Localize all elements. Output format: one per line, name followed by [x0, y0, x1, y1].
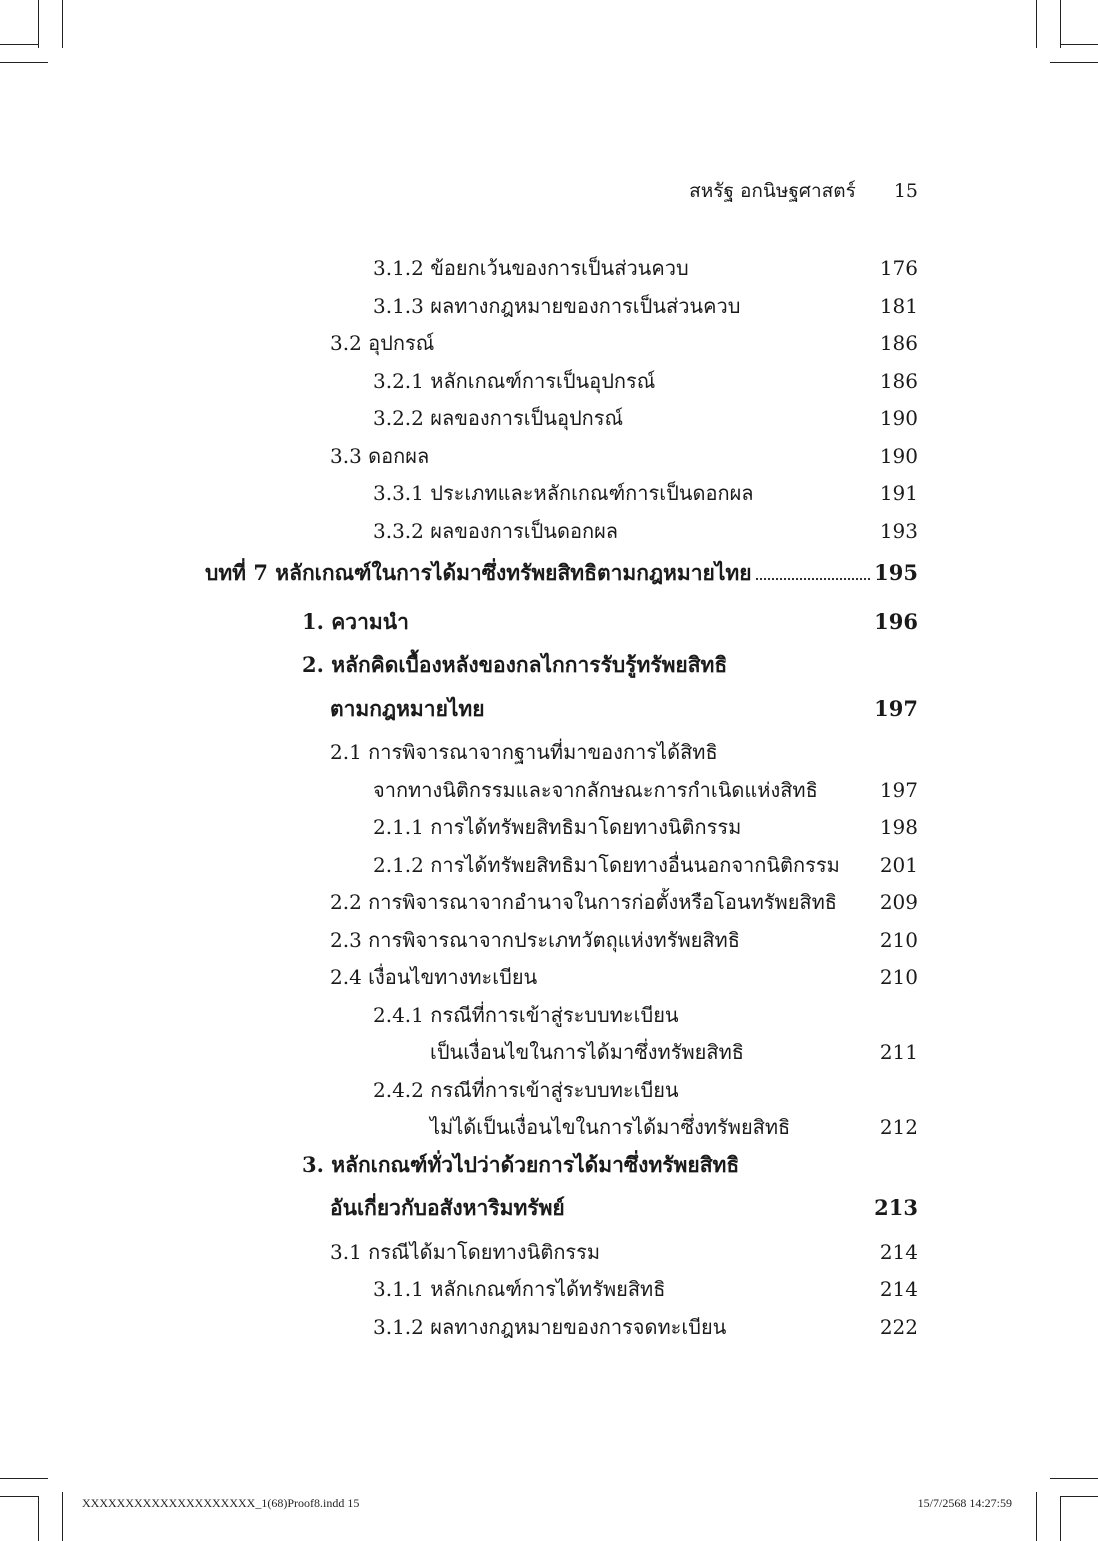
toc-entry-label: 3.1.3 ผลทางกฎหมายของการเป็นส่วนควบ: [373, 294, 741, 318]
toc-entry-page: 196: [874, 609, 918, 634]
toc-entry: [330, 738, 918, 766]
toc-entry-page: 212: [879, 1115, 918, 1139]
toc-entry: [330, 1238, 918, 1266]
toc-entry-label: 2.1 การพิจารณาจากฐานที่มาของการได้สิทธิ: [330, 740, 718, 764]
dot-leader: [756, 577, 871, 580]
toc-entry: [330, 926, 918, 954]
toc-entry: [373, 1313, 918, 1341]
toc-entry-label: 3.2 อุปกรณ์: [330, 331, 435, 355]
toc-entry-page: 197: [874, 696, 918, 721]
toc-entry-page: 198: [879, 815, 918, 839]
toc-entry-label: บทที่ 7 หลักเกณฑ์ในการได้มาซึ่งทรัพยสิทธิตามกฎหมายไทย: [205, 560, 752, 585]
toc-entry: [373, 1001, 918, 1029]
crop-mark: [1060, 44, 1098, 45]
crop-mark: [38, 1496, 39, 1541]
toc-entry-label: 3. หลักเกณฑ์ทั่วไปว่าด้วยการได้มาซึ่งทรัพยสิทธิ: [302, 1152, 740, 1177]
toc-entry-label: ไม่ได้เป็นเงื่อนไขในการได้มาซึ่งทรัพยสิทธิ: [430, 1115, 791, 1139]
toc-entry: [373, 404, 918, 432]
toc-entry: [430, 1113, 918, 1141]
toc-entry-page: 193: [879, 519, 918, 543]
crop-mark: [1060, 0, 1061, 48]
toc-entry-label: 2.1.2 การได้ทรัพยสิทธิมาโดยทางอื่นนอกจากนิติกรรม: [373, 853, 840, 877]
toc-entry-label: 2.4.1 กรณีที่การเข้าสู่ระบบทะเบียน: [373, 1003, 679, 1027]
page-number: 15: [893, 180, 918, 202]
toc-section-entry: [330, 695, 918, 723]
toc-entry-label: 1. ความนำ: [302, 609, 409, 634]
toc-entry: [373, 776, 918, 804]
toc-entry-page: 210: [879, 965, 918, 989]
crop-mark: [0, 62, 48, 63]
toc-section-entry: [302, 651, 918, 679]
toc-entry-page: 214: [879, 1240, 918, 1264]
toc-entry-page: 211: [879, 1040, 918, 1064]
toc-entry: [373, 292, 918, 320]
toc-section-entry: [330, 1194, 918, 1222]
toc-entry-page: 186: [879, 331, 918, 355]
toc-section-entry: [302, 1151, 918, 1179]
toc-entry-label: 2. หลักคิดเบื้องหลังของกลไกการรับรู้ทรัพยสิทธิ: [302, 652, 728, 677]
toc-entry-label: เป็นเงื่อนไขในการได้มาซึ่งทรัพยสิทธิ: [430, 1040, 744, 1064]
toc-entry-label: 2.2 การพิจารณาจากอำนาจในการก่อตั้งหรือโอนทรัพยสิทธิ: [330, 890, 838, 914]
toc-entry-label: อันเกี่ยวกับอสังหาริมทรัพย์: [330, 1195, 565, 1220]
toc-entry-page: 209: [879, 890, 918, 914]
running-head-author: สหรัฐ อกนิษฐศาสตร์: [689, 180, 856, 202]
toc-entry-page: 186: [879, 369, 918, 393]
toc-entry-label: 2.1.1 การได้ทรัพยสิทธิมาโดยทางนิติกรรม: [373, 815, 742, 839]
toc-entry: [330, 329, 918, 357]
crop-mark: [62, 0, 63, 48]
toc-entry: [373, 1275, 918, 1303]
toc-entry-label: 3.1.1 หลักเกณฑ์การได้ทรัพยสิทธิ: [373, 1277, 666, 1301]
running-head: [689, 176, 918, 206]
toc-entry: [373, 1076, 918, 1104]
toc-entry-label: 3.2.1 หลักเกณฑ์การเป็นอุปกรณ์: [373, 369, 656, 393]
toc-entry-label: 2.3 การพิจารณาจากประเภทวัตถุแห่งทรัพยสิทธิ: [330, 928, 740, 952]
toc-entry: [373, 479, 918, 507]
toc-entry-page: 190: [879, 406, 918, 430]
toc-entry: [430, 1038, 918, 1066]
crop-mark: [0, 1478, 48, 1479]
crop-mark: [1050, 62, 1098, 63]
toc-entry-label: 2.4.2 กรณีที่การเข้าสู่ระบบทะเบียน: [373, 1078, 679, 1102]
toc-entry-page: 176: [879, 256, 918, 280]
crop-mark: [1060, 1496, 1061, 1541]
toc-entry-page: 210: [879, 928, 918, 952]
toc-entry-label: ตามกฎหมายไทย: [330, 696, 485, 721]
toc-entry-label: 3.3 ดอกผล: [330, 444, 430, 468]
toc-entry-page: 213: [874, 1195, 918, 1220]
toc-entry-label: 2.4 เงื่อนไขทางทะเบียน: [330, 965, 538, 989]
toc-entry-page: 190: [879, 444, 918, 468]
toc-entry-label: 3.1 กรณีได้มาโดยทางนิติกรรม: [330, 1240, 601, 1264]
crop-mark: [1036, 0, 1037, 48]
toc-entry-label: 3.3.1 ประเภทและหลักเกณฑ์การเป็นดอกผล: [373, 481, 754, 505]
toc-entry: [330, 888, 918, 916]
toc-entry-label: จากทางนิติกรรมและจากลักษณะการกำเนิดแห่งสิทธิ: [373, 778, 818, 802]
toc-chapter-entry: [205, 559, 918, 587]
toc-entry-page: 195: [874, 560, 918, 585]
toc-entry-page: 197: [879, 778, 918, 802]
toc-entry-label: 3.3.2 ผลของการเป็นดอกผล: [373, 519, 619, 543]
crop-mark: [0, 44, 38, 45]
toc-entry: [330, 442, 918, 470]
crop-mark: [0, 1496, 38, 1497]
toc-section-entry: [302, 608, 918, 636]
crop-mark: [1050, 1478, 1098, 1479]
toc-entry-page: 181: [879, 294, 918, 318]
crop-mark: [1060, 1496, 1098, 1497]
toc-entry: [373, 254, 918, 282]
toc-entry-label: 3.2.2 ผลของการเป็นอุปกรณ์: [373, 406, 624, 430]
toc-entry-label: 3.1.2 ข้อยกเว้นของการเป็นส่วนควบ: [373, 256, 689, 280]
toc-entry-page: 201: [879, 853, 918, 877]
toc-entry: [373, 367, 918, 395]
toc-entry-page: 222: [879, 1315, 918, 1339]
file-slug: XXXXXXXXXXXXXXXXXXXX_1(68)Proof8.indd 15: [82, 1496, 360, 1510]
toc-entry: [373, 517, 918, 545]
toc-entry-page: 214: [879, 1277, 918, 1301]
toc-entry: [373, 813, 918, 841]
toc-entry: [330, 963, 918, 991]
toc-entry-page: 191: [879, 481, 918, 505]
toc-entry-label: 3.1.2 ผลทางกฎหมายของการจดทะเบียน: [373, 1315, 727, 1339]
print-timestamp: 15/7/2568 14:27:59: [917, 1496, 1012, 1510]
crop-mark: [62, 1492, 63, 1541]
crop-mark: [38, 0, 39, 48]
crop-mark: [1036, 1492, 1037, 1541]
toc-entry: [373, 851, 918, 879]
